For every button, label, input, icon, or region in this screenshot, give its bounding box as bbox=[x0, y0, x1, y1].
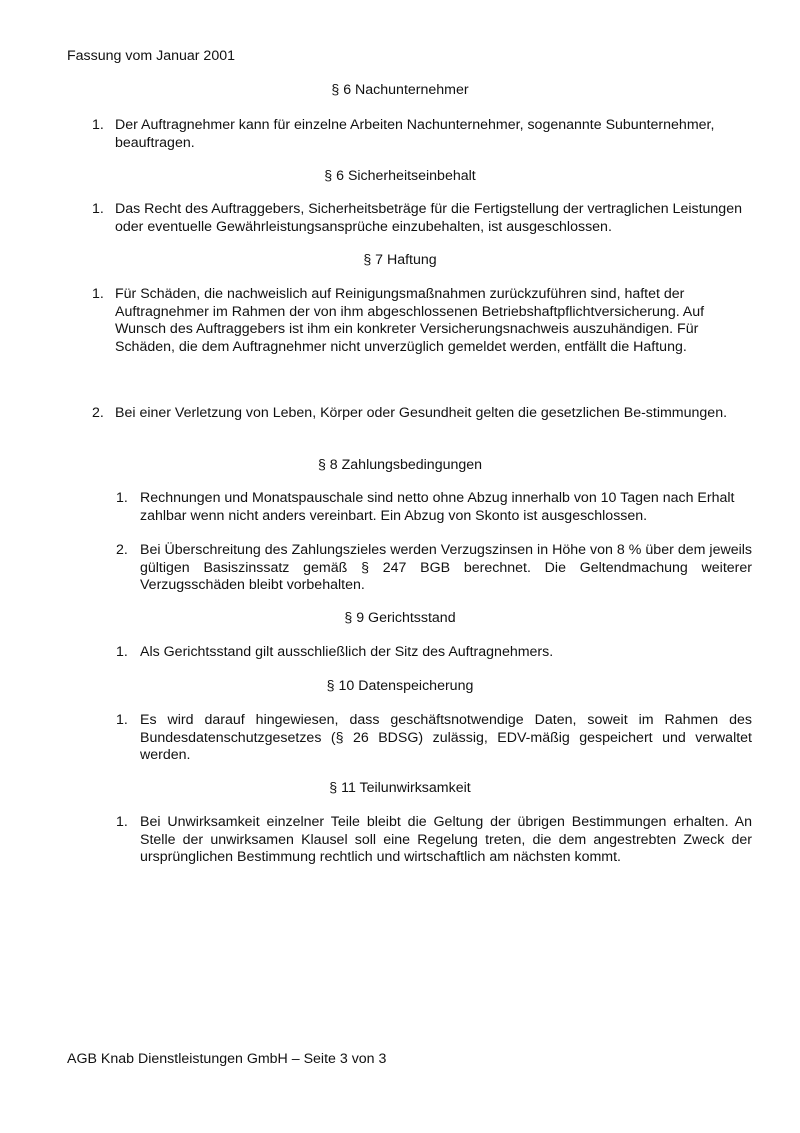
clause-number: 1. bbox=[92, 201, 104, 217]
clause-number: 1. bbox=[92, 117, 104, 133]
clause-item bbox=[116, 712, 752, 765]
clause-text: Bei Überschreitung des Zahlungszieles werden Verzugszinsen in Höhe von 8 % über dem jeweils gültigen Basiszinssatz gemäß § 247 BGB berechnet. Die Geltendmachung weiterer Verzugsschäden bleibt vorbehalten. bbox=[140, 542, 752, 593]
clause-item bbox=[92, 405, 757, 423]
clause-number: 2. bbox=[116, 542, 128, 558]
section-heading-teilunwirksamkeit: § 11 Teilunwirksamkeit bbox=[329, 780, 471, 796]
clause-text: Bei Unwirksamkeit einzelner Teile bleibt die Geltung der übrigen Bestimmungen erhalten. An Stelle der unwirksamen Klausel soll eine Regelung treten, die dem angestrebten Zweck der ursprünglichen Bestimmung rechtlich und wirtschaftlich am nächsten kommt. bbox=[140, 814, 752, 865]
clause-text: Es wird darauf hingewiesen, dass geschäftsnotwendige Daten, soweit im Rahmen des Bundesdatenschutzgesetzes (§ 26 BDSG) zulässig, EDV-mäßig gespeichert und verwaltet werden. bbox=[140, 712, 752, 763]
clause-number: 1. bbox=[116, 712, 128, 728]
section-heading-datenspeicherung: § 10 Datenspeicherung bbox=[326, 678, 474, 694]
clause-item bbox=[116, 542, 752, 595]
clause-text: Für Schäden, die nachweislich auf Reinigungsmaßnahmen zurückzuführen sind, haftet der Auftragnehmer im Rahmen der von ihm abgeschlossenen Betriebshaftpflichtversicherung. Auf Wunsch des Auftraggebers ist ihm ein konkreter Versicherungsnachweis auszuhändigen. Für Schäden, die dem Auftragnehmer nicht unverzüglich gemeldet werden, entfällt die Haftung. bbox=[115, 286, 705, 355]
page-header: Fassung vom Januar 2001 bbox=[67, 48, 235, 64]
clause-number: 1. bbox=[116, 814, 128, 830]
section-heading-haftung: § 7 Haftung bbox=[363, 252, 437, 268]
clause-item bbox=[116, 490, 752, 525]
clause-number: 1. bbox=[116, 490, 128, 506]
clause-item bbox=[92, 201, 757, 236]
clause-text: Als Gerichtsstand gilt ausschließlich der Sitz des Auftragnehmers. bbox=[140, 644, 554, 660]
section-heading-gerichtsstand: § 9 Gerichtsstand bbox=[344, 610, 456, 626]
clause-text: Rechnungen und Monatspauschale sind netto ohne Abzug innerhalb von 10 Tagen nach Erhalt zahlbar wenn nicht anders vereinbart. Ein Abzug von Skonto ist ausgeschlossen. bbox=[140, 490, 735, 524]
clause-item bbox=[92, 286, 757, 356]
page-footer: AGB Knab Dienstleistungen GmbH – Seite 3 von 3 bbox=[67, 1051, 387, 1067]
clause-item bbox=[116, 644, 752, 662]
clause-number: 2. bbox=[92, 405, 104, 421]
clause-item bbox=[116, 814, 752, 867]
clause-number: 1. bbox=[116, 644, 128, 660]
section-heading-zahlungsbedingungen: § 8 Zahlungsbedingungen bbox=[317, 457, 483, 473]
section-heading-sicherheitseinbehalt: § 6 Sicherheitseinbehalt bbox=[324, 168, 476, 184]
clause-number: 1. bbox=[92, 286, 104, 302]
clause-text: Der Auftragnehmer kann für einzelne Arbeiten Nachunternehmer, sogenannte Subunternehmer, beauftragen. bbox=[115, 117, 715, 151]
clause-text: Das Recht des Auftraggebers, Sicherheitsbeträge für die Fertigstellung der vertraglichen Leistungen oder eventuelle Gewährleistungsansprüche einzubehalten, ist ausgeschlossen. bbox=[115, 201, 742, 235]
clause-item bbox=[92, 117, 757, 152]
section-heading-nachunternehmer: § 6 Nachunternehmer bbox=[331, 82, 469, 98]
clause-text: Bei einer Verletzung von Leben, Körper oder Gesundheit gelten die gesetzlichen Be-stimmungen. bbox=[115, 405, 728, 421]
